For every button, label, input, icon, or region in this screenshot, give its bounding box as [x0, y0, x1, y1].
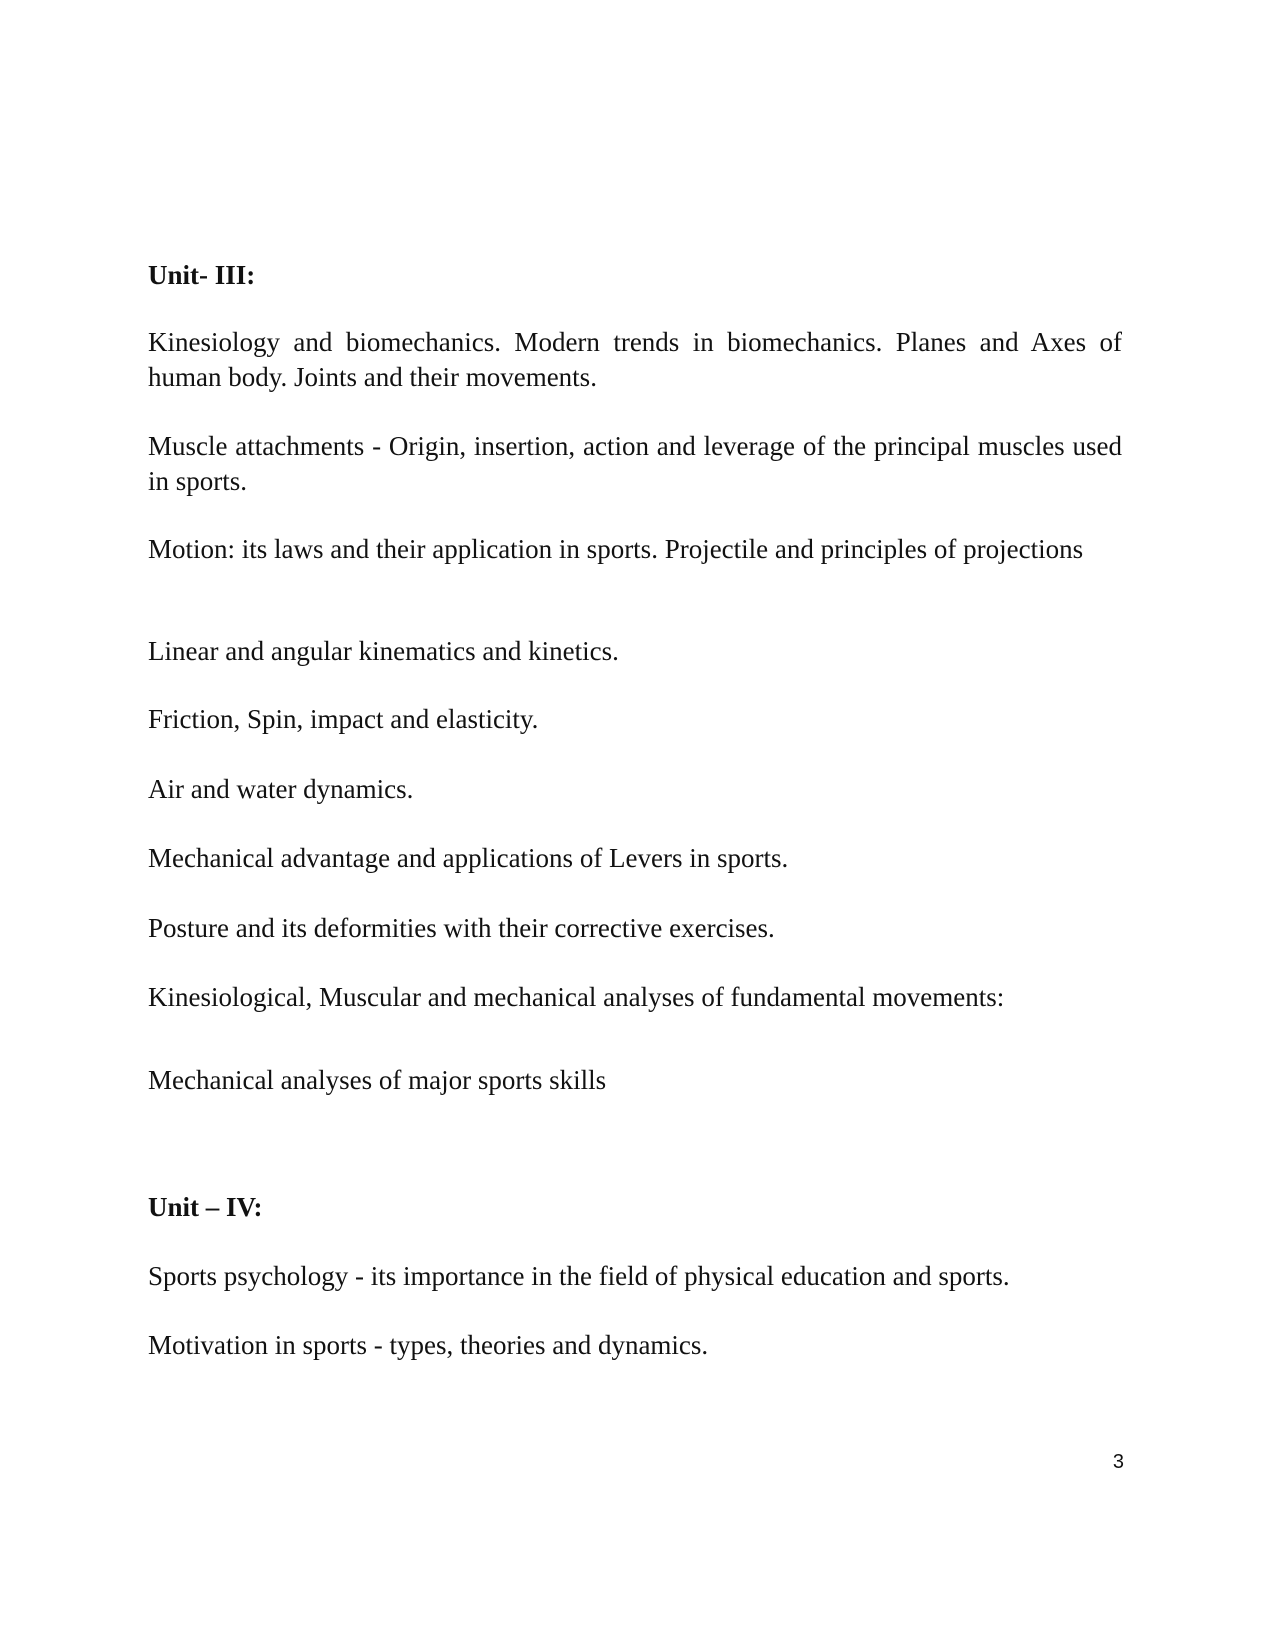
unit-3-paragraph-4: Linear and angular kinematics and kinetics. [148, 636, 619, 666]
unit-3-paragraph-2: Muscle attachments - Origin, insertion, action and leverage of the principal muscles used in sports. [148, 431, 1122, 496]
unit-3-paragraph-7: Mechanical advantage and applications of Levers in sports. [148, 843, 789, 873]
unit-3-paragraph-1: Kinesiology and biomechanics. Modern trends in biomechanics. Planes and Axes of human body. Joints and their movements. [148, 327, 1122, 392]
unit-4-paragraph-1: Sports psychology - its importance in the field of physical education and sports. [148, 1261, 1010, 1291]
unit-3-paragraph-8: Posture and its deformities with their corrective exercises. [148, 913, 775, 943]
unit-3-heading: Unit- III: [148, 260, 256, 290]
unit-3-paragraph-5: Friction, Spin, impact and elasticity. [148, 704, 539, 734]
unit-3-paragraph-9: Kinesiological, Muscular and mechanical analyses of fundamental movements: [148, 982, 1005, 1012]
unit-4-paragraph-2: Motivation in sports - types, theories and dynamics. [148, 1330, 709, 1360]
unit-3-paragraph-3: Motion: its laws and their application in sports. Projectile and principles of projections [148, 534, 1084, 564]
page-number: 3 [1112, 1451, 1124, 1473]
unit-4-heading: Unit – IV: [148, 1192, 263, 1222]
unit-3-paragraph-10: Mechanical analyses of major sports skills [148, 1065, 607, 1095]
unit-3-paragraph-6: Air and water dynamics. [148, 774, 414, 804]
